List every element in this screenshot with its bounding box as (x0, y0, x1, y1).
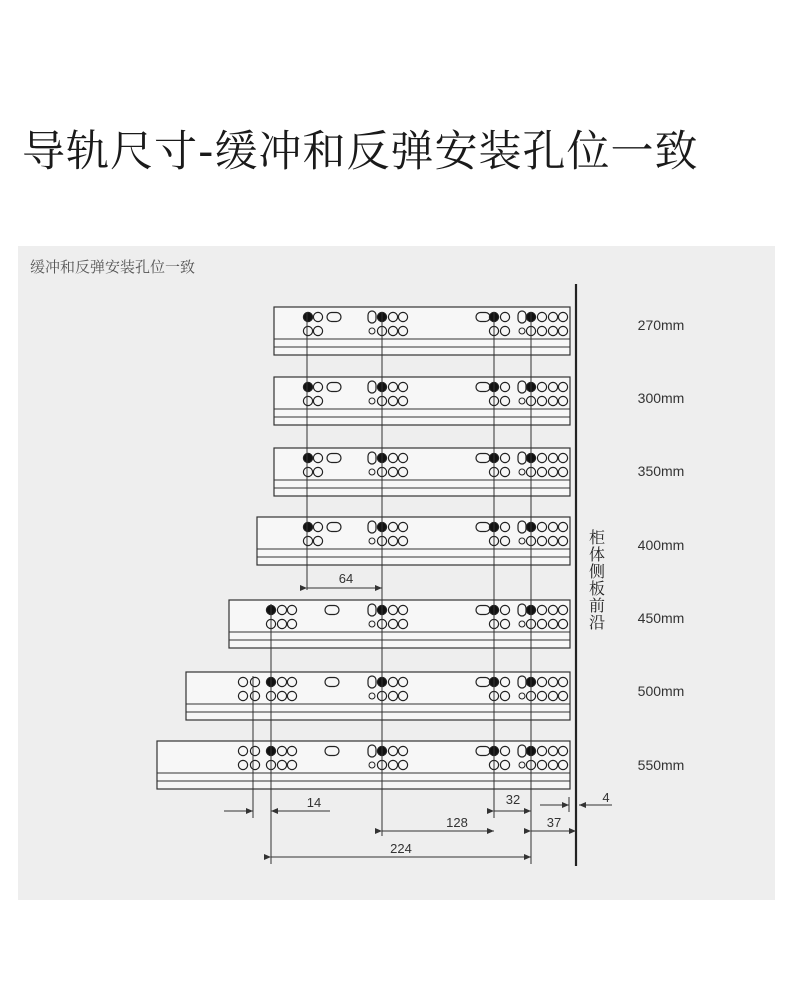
cabinet-label-char: 板 (588, 581, 606, 598)
rail-length-label: 400mm (637, 537, 685, 553)
cabinet-label (589, 529, 605, 632)
dimension-64 (307, 571, 382, 588)
dimension-32 (494, 792, 531, 811)
dimension-224 (271, 841, 531, 857)
dimension-224-label: 224 (390, 841, 412, 856)
mounting-hole-filled (303, 453, 312, 462)
mounting-hole-filled (303, 312, 312, 321)
rail-550 (157, 741, 570, 789)
dimension-64-label: 64 (338, 571, 354, 586)
page-title: 导轨尺寸-缓冲和反弹安装孔位一致 (22, 127, 699, 177)
cabinet-label-char: 柜 (588, 530, 606, 547)
dimension-14 (224, 795, 330, 811)
dimension-128 (382, 815, 494, 831)
rail-length-label: 300mm (637, 390, 685, 406)
rail-270 (274, 307, 570, 355)
rail-300 (274, 377, 570, 425)
mounting-hole-filled (303, 382, 312, 391)
diagram-caption: 缓冲和反弹安装孔位一致 (30, 258, 196, 276)
rail-length-label: 350mm (637, 463, 685, 479)
rail-350 (274, 448, 570, 496)
mounting-hole-filled (303, 522, 312, 531)
dimension-14-label: 14 (306, 795, 322, 810)
cabinet-label-char: 沿 (588, 615, 606, 632)
rail-400 (257, 517, 570, 565)
rail-500 (186, 672, 570, 720)
cabinet-label-char: 侧 (588, 564, 606, 581)
rail-450 (229, 600, 570, 648)
dimension-4-label: 4 (602, 790, 610, 805)
rail-length-label: 500mm (637, 683, 685, 699)
dimension-37-label: 37 (546, 815, 562, 830)
dimension-37 (531, 815, 576, 831)
dimension-32-label: 32 (505, 792, 521, 807)
rail-length-label: 550mm (637, 757, 685, 773)
rail-length-label: 270mm (637, 317, 685, 333)
dimension-128-label: 128 (446, 815, 468, 830)
rail-length-label: 450mm (637, 610, 685, 626)
cabinet-label-char: 前 (588, 598, 606, 615)
cabinet-label-char: 体 (588, 547, 606, 564)
